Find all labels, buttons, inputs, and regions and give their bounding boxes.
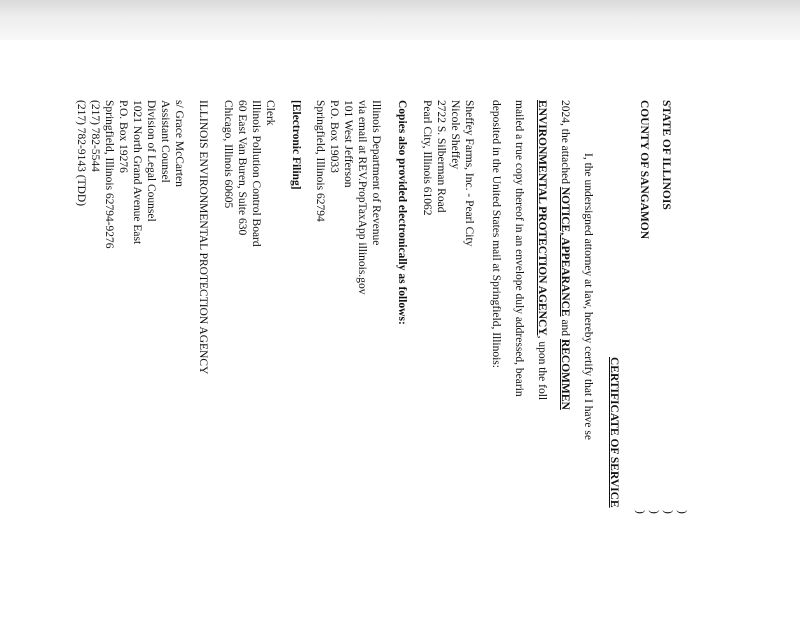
copies-heading: Copies also provided electronically as follows: <box>396 100 408 325</box>
recipient-line: Illinois Department of Revenue <box>370 100 382 246</box>
recipient-line: 2722 S. Silberman Road <box>435 100 447 213</box>
recipient-line: 60 East Van Buren, Suite 630 <box>236 100 248 236</box>
recipient-line: Pearl City, Illinois 61062 <box>421 100 433 216</box>
caption-paren: ) <box>634 510 646 514</box>
signature-line: (217) 782-9143 (TDD) <box>75 100 87 207</box>
caption-paren: ) <box>676 510 688 514</box>
agency-signature-block: ILLINOIS ENVIRONMENTAL PROTECTION AGENCY <box>197 100 209 375</box>
signature-line: 1021 North Grand Avenue East <box>131 100 143 245</box>
recipient-line: Chicago, Illinois 60605 <box>222 100 234 209</box>
body-line: I, the undersigned attorney at law, hereby certify that I have se <box>582 153 594 440</box>
signature-line: Assistant Counsel <box>159 100 171 183</box>
recipient-line: P.O. Box 19033 <box>328 100 340 173</box>
body-line: deposited in the United States mail at Springfield, Illinois: <box>490 100 502 368</box>
caption-paren: ) <box>662 510 674 514</box>
body-line: ENVIRONMENTAL PROTECTION AGENCY, upon the foll <box>536 100 548 401</box>
signature-line: Division of Legal Counsel <box>145 100 157 222</box>
body-line: 2024, the attached NOTICE, APPEARANCE and RECOMMEN <box>559 100 571 410</box>
caption-county: COUNTY OF SANGAMON <box>638 100 650 240</box>
agency-name: ENVIRONMENTAL PROTECTION AGENCY <box>536 100 548 336</box>
body-line: mailed a true copy thereof in an envelope duly addressed, bearin <box>513 100 525 397</box>
recipient-line: Clerk <box>264 100 276 126</box>
electronic-filing-label: [Electronic Filing] <box>290 100 302 190</box>
recommendation-title: RECOMMEN <box>559 338 571 410</box>
signature-line: (217) 782-5544 <box>89 100 101 172</box>
caption-paren: ) <box>648 510 660 514</box>
signature-line: Springfield, Illinois 62794-9276 <box>103 100 115 249</box>
notice-title: NOTICE, APPEARANCE <box>559 186 571 317</box>
recipient-line: Illinois Pollution Control Board <box>250 100 262 247</box>
recipient-line: Springfield, Illinois 62794 <box>314 100 326 222</box>
certificate-title: CERTIFICATE OF SERVICE <box>608 357 620 508</box>
recipient-line: Nicole Sheffey <box>449 100 461 170</box>
signature-line: P.O. Box 19276 <box>117 100 129 173</box>
recipient-line: Sheffey Farms, Inc. - Pearl City <box>463 100 475 247</box>
recipient-line: 101 West Jefferson <box>342 100 354 188</box>
recipient-line: via email at REV.PropTaxApp illinois.gov <box>356 100 368 295</box>
caption-state: STATE OF ILLINOIS <box>660 100 672 210</box>
signature-line: s/ Grace McCarten <box>173 100 185 187</box>
